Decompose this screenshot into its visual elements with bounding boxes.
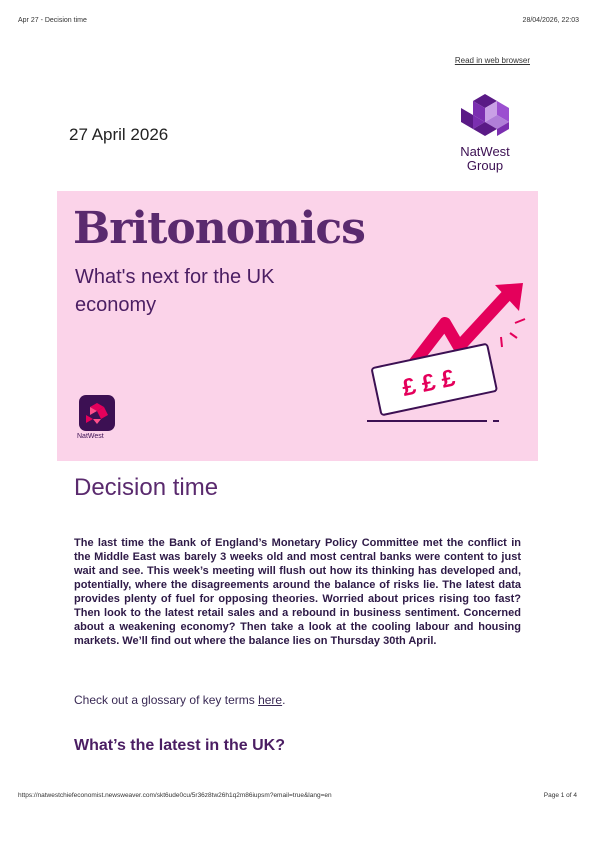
logo-line2: Group xyxy=(466,158,504,173)
glossary-here-link[interactable]: here xyxy=(258,693,283,707)
rising-arrow-money-icon xyxy=(347,279,538,439)
article-heading: Decision time xyxy=(74,474,219,501)
print-header-title: Apr 27 - Decision time xyxy=(18,17,87,24)
section-subheading: What’s the latest in the UK? xyxy=(74,737,285,754)
footer-url: https://natwestchiefeconomist.newsweaver.com/skt6ude0cu/5r36z8tw26h1q2m86iupsm?email=true&lang=en xyxy=(18,792,332,799)
glossary-line xyxy=(74,693,285,707)
banner-brand-label: NatWest xyxy=(77,433,104,440)
natwest-group-logo xyxy=(452,92,518,173)
glossary-prefix: Check out a glossary of key terms xyxy=(74,693,259,707)
article-body: The last time the Bank of England’s Monetary Policy Committee met the conflict in the Middle East was barely 3 weeks old and most central banks were content to just wait and see. This week’s meeting will flush out how its thinking has developed and, potentially, where the disagreements around the balance of risks lie. The latest data provides plenty of fuel for opposing theories. Worried about prices rising too fast? Then look to the latest retail sales and a rebound in business sentiment. Concerned about a weakening economy? Then take a look at the cooling labour and housing markets. We’ll find out where the balance lies on Thursday 30th April. xyxy=(74,537,521,647)
natwest-app-icon xyxy=(79,395,115,431)
print-header-datetime: 28/04/2026, 22:03 xyxy=(522,17,579,24)
logo-line1: NatWest xyxy=(460,144,510,159)
natwest-cube-icon xyxy=(452,92,518,140)
banner-title: Britonomics xyxy=(73,203,365,254)
read-in-web-browser-link[interactable]: Read in web browser xyxy=(454,56,530,65)
britonomics-banner xyxy=(57,191,538,461)
issue-date: 27 April 2026 xyxy=(69,125,169,144)
footer-page-number: Page 1 of 4 xyxy=(543,792,577,799)
glossary-suffix: . xyxy=(282,693,286,707)
banner-subtitle: What's next for the UK economy xyxy=(75,266,275,316)
banner-sign-text: £ £ £ xyxy=(399,364,458,403)
